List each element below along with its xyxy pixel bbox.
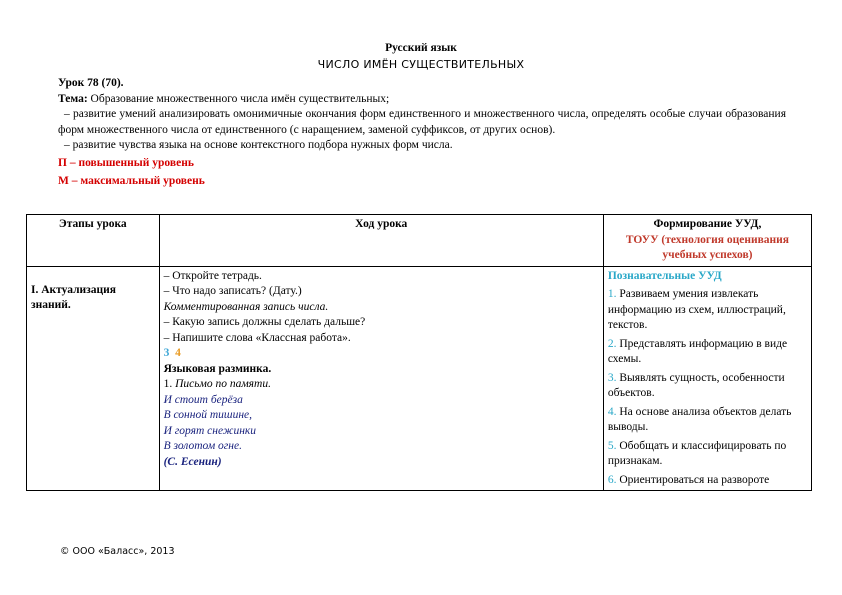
table-row <box>27 266 812 491</box>
level-p: П – повышенный уровень <box>58 156 194 169</box>
table-header-row <box>27 215 812 267</box>
uud-cell <box>603 266 811 491</box>
goal-2: – развитие чувства языка на основе контекстного подбора нужных форм числа. <box>64 139 453 151</box>
theme-text: Образование множественного числа имён существительных; <box>87 92 390 105</box>
page-number-3: 3 <box>163 347 170 359</box>
poem-line-1: И стоит берёза <box>163 393 243 406</box>
poem-line-2: В сонной тишине, <box>163 409 253 421</box>
header-stages: Этапы урока <box>27 215 160 267</box>
uud-item-number: 5. <box>607 439 617 452</box>
process-line-5: – Напишите слова «Классная работа». <box>163 331 351 344</box>
stage-name: I. Актуализация знаний. <box>31 283 117 311</box>
uud-item-text: Обобщать и классифицировать по признакам. <box>607 439 787 467</box>
uud-item-text: Ориентироваться на развороте <box>616 473 770 486</box>
lesson-number: Урок 78 (70). <box>58 77 124 89</box>
uud-item <box>608 439 807 470</box>
uud-item-number: 4. <box>607 405 617 418</box>
task-text: Письмо по памяти. <box>175 378 271 390</box>
uud-item <box>608 337 807 368</box>
process-line-3: Комментированная запись числа. <box>163 300 329 313</box>
subject-title: Русский язык <box>385 42 457 54</box>
topic-title: ЧИСЛО ИМЁН СУЩЕСТВИТЕЛЬНЫХ <box>317 58 525 71</box>
uud-item-number: 3. <box>607 371 617 384</box>
task-line <box>164 377 599 393</box>
copyright-footer: © ООО «Баласс», 2013 <box>60 546 175 557</box>
uud-item-number: 2. <box>607 337 617 350</box>
uud-item <box>608 473 807 489</box>
process-line-4: – Какую запись должны сделать дальше? <box>163 316 366 328</box>
poem-line-3: И горят снежинки <box>163 424 257 437</box>
header-process: Ход урока <box>159 215 603 267</box>
uud-item <box>608 405 807 436</box>
lesson-table <box>26 214 812 491</box>
page-numbers <box>164 346 599 362</box>
lesson-theme <box>58 92 786 108</box>
uud-item <box>608 287 807 334</box>
goal-1: – развитие умений анализировать омонимичные окончания форм единственного и множественного числа, определять особые случаи образования форм множественного числа от единственного (с наращением, заменой суффиксов, от других основ). <box>58 108 786 136</box>
poem-author: (С. Есенин) <box>163 455 222 468</box>
stage-cell <box>27 266 160 491</box>
level-m: М – максимальный уровень <box>58 175 205 187</box>
uud-item-number: 6. <box>607 473 617 486</box>
uud-heading: Познавательные УУД <box>607 269 722 282</box>
uud-item-number: 1. <box>607 288 617 300</box>
header-uud-line1: Формирование УУД, <box>653 218 762 230</box>
uud-item-text: Выявлять сущность, особенности объектов. <box>607 371 785 399</box>
process-cell <box>159 266 603 491</box>
header-uud-line2: ТОУУ (технология оценивания учебных успехов) <box>625 233 790 261</box>
lesson-intro <box>58 76 786 190</box>
uud-item-text: Представлять информацию в виде схемы. <box>607 337 788 365</box>
header-uud <box>603 215 811 267</box>
warmup-title: Языковая разминка. <box>163 362 272 375</box>
page-number-4: 4 <box>175 347 181 359</box>
process-line-1: – Откройте тетрадь. <box>163 269 262 282</box>
theme-label: Тема: <box>58 92 88 105</box>
uud-item-text: Развиваем умения извлекать информацию из схем, иллюстраций, текстов. <box>607 288 786 331</box>
uud-item-text: На основе анализа объектов делать выводы. <box>607 405 792 433</box>
task-number: 1. <box>163 378 173 390</box>
process-line-2: – Что надо записать? (Дату.) <box>163 285 302 297</box>
uud-item <box>608 371 807 402</box>
poem-line-4: В золотом огне. <box>163 440 242 452</box>
